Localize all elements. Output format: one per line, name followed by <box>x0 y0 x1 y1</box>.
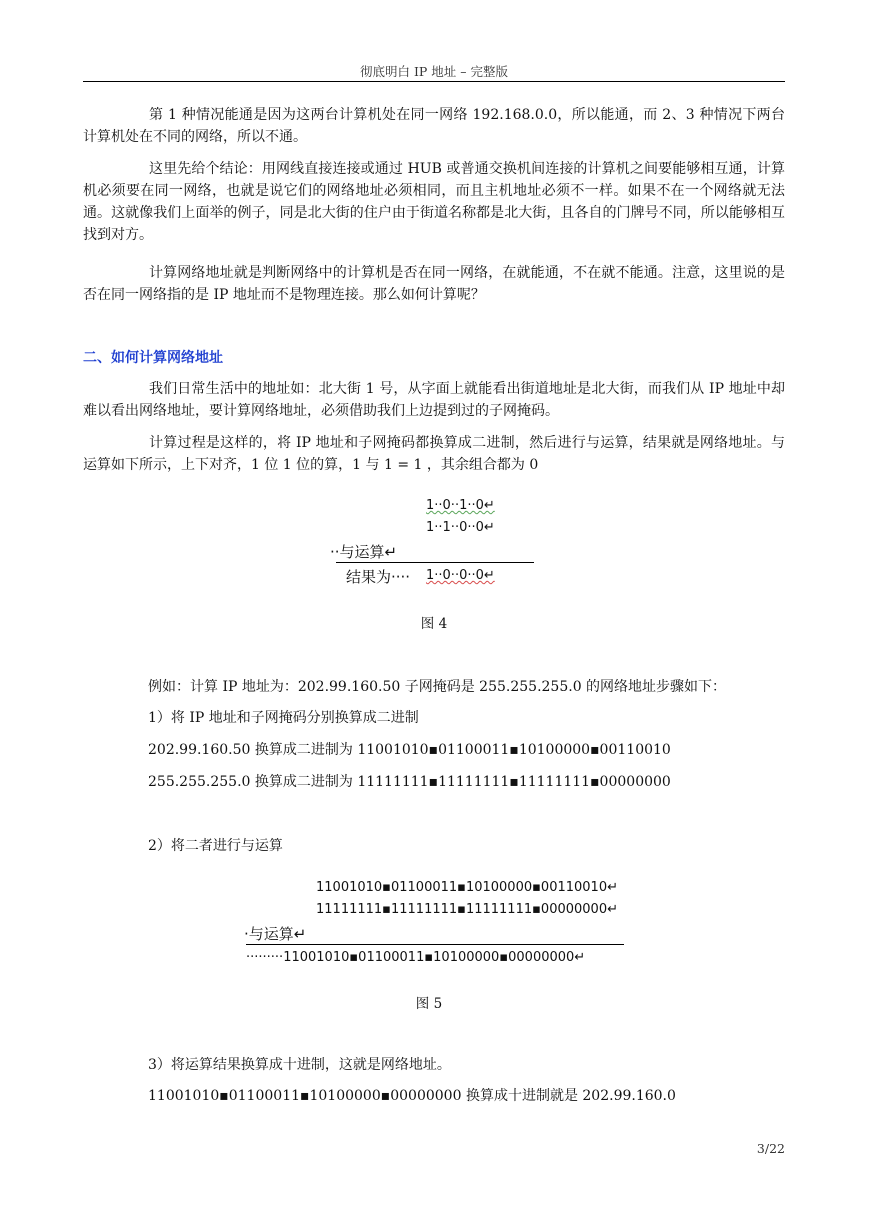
figure-4-result-label: 结果为···· <box>346 568 411 586</box>
paragraph-2: 这里先给个结论：用网线直接连接或通过 HUB 或普通交换机间连接的计算机之间要能够相互通，计算机必须要在同一网络，也就是说它们的网络地址必须相同，而且主机地址必须不一样。如果不在一个网络就无法通。这就像我们上面举的例子，同是北大街的住户由于街道名称都是北大街，且各自的门牌号不同，所以能够相互找到对方。 <box>83 161 785 243</box>
figure-5-row-2: 11111111▪11111111▪11111111▪00000000↵ <box>316 902 618 917</box>
figure-4-row-1: 1··0··1··0↵ <box>426 498 495 513</box>
figure-5-row-1: 11001010▪01100011▪10100000▪00110010↵ <box>316 880 618 895</box>
example-intro: 例如：计算 IP 地址为：202.99.160.50 子网掩码是 255.255.255.0 的网络地址步骤如下： <box>148 679 727 695</box>
figure-4-op-label: ··与运算↵ <box>330 543 398 561</box>
figure-5-result-row: ·········11001010▪01100011▪10100000▪00000000↵ <box>246 950 586 965</box>
figure-4-row-2: 1··1··0··0↵ <box>426 520 495 535</box>
figure-5-caption: 图 5 <box>415 996 443 1012</box>
example-step-3: 3）将运算结果换算成十进制，这就是网络地址。 <box>148 1057 451 1073</box>
ip-binary-line: 202.99.160.50 换算成二进制为 11001010▪01100011▪10100000▪00110010 <box>148 742 671 758</box>
figure-4-rule <box>336 562 534 563</box>
example-step-1: 1）将 IP 地址和子网掩码分别换算成二进制 <box>148 710 419 726</box>
header-rule <box>83 81 785 82</box>
figure-5-rule <box>246 944 624 945</box>
paragraph-4: 我们日常生活中的地址如：北大街 1 号，从字面上就能看出街道地址是北大街，而我们从 IP 地址中却难以看出网络地址，要计算网络地址，必须借助我们上边提到过的子网掩码。 <box>83 381 785 419</box>
page-header: 彻底明白 IP 地址 – 完整版 <box>360 64 508 79</box>
figure-4-result-value: 1··0··0··0↵ <box>426 568 495 583</box>
network-address-result-line: 11001010▪01100011▪10100000▪00000000 换算成十进制就是 202.99.160.0 <box>148 1088 676 1104</box>
example-step-2: 2）将二者进行与运算 <box>148 838 283 854</box>
paragraph-5: 计算过程是这样的，将 IP 地址和子网掩码都换算成二进制，然后进行与运算，结果就是网络地址。与运算如下所示，上下对齐，1 位 1 位的算，1 与 1 = 1 ，其余组合都为 0 <box>83 435 785 473</box>
paragraph-1: 第 1 种情况能通是因为这两台计算机处在同一网络 192.168.0.0，所以能通，而 2、3 种情况下两台计算机处在不同的网络，所以不通。 <box>83 107 785 145</box>
section-heading: 二、如何计算网络地址 <box>83 350 223 366</box>
figure-5-and-operation <box>244 876 628 968</box>
figure-4-caption: 图 4 <box>420 616 448 632</box>
mask-binary-line: 255.255.255.0 换算成二进制为 11111111▪11111111▪11111111▪00000000 <box>148 774 671 790</box>
paragraph-3: 计算网络地址就是判断网络中的计算机是否在同一网络，在就能通，不在就不能通。注意，这里说的是否在同一网络指的是 IP 地址而不是物理连接。那么如何计算呢？ <box>83 265 785 303</box>
figure-5-op-label: ·与运算↵ <box>244 925 307 943</box>
page-number: 3/22 <box>756 1141 785 1156</box>
figure-4-and-operation <box>330 492 540 592</box>
